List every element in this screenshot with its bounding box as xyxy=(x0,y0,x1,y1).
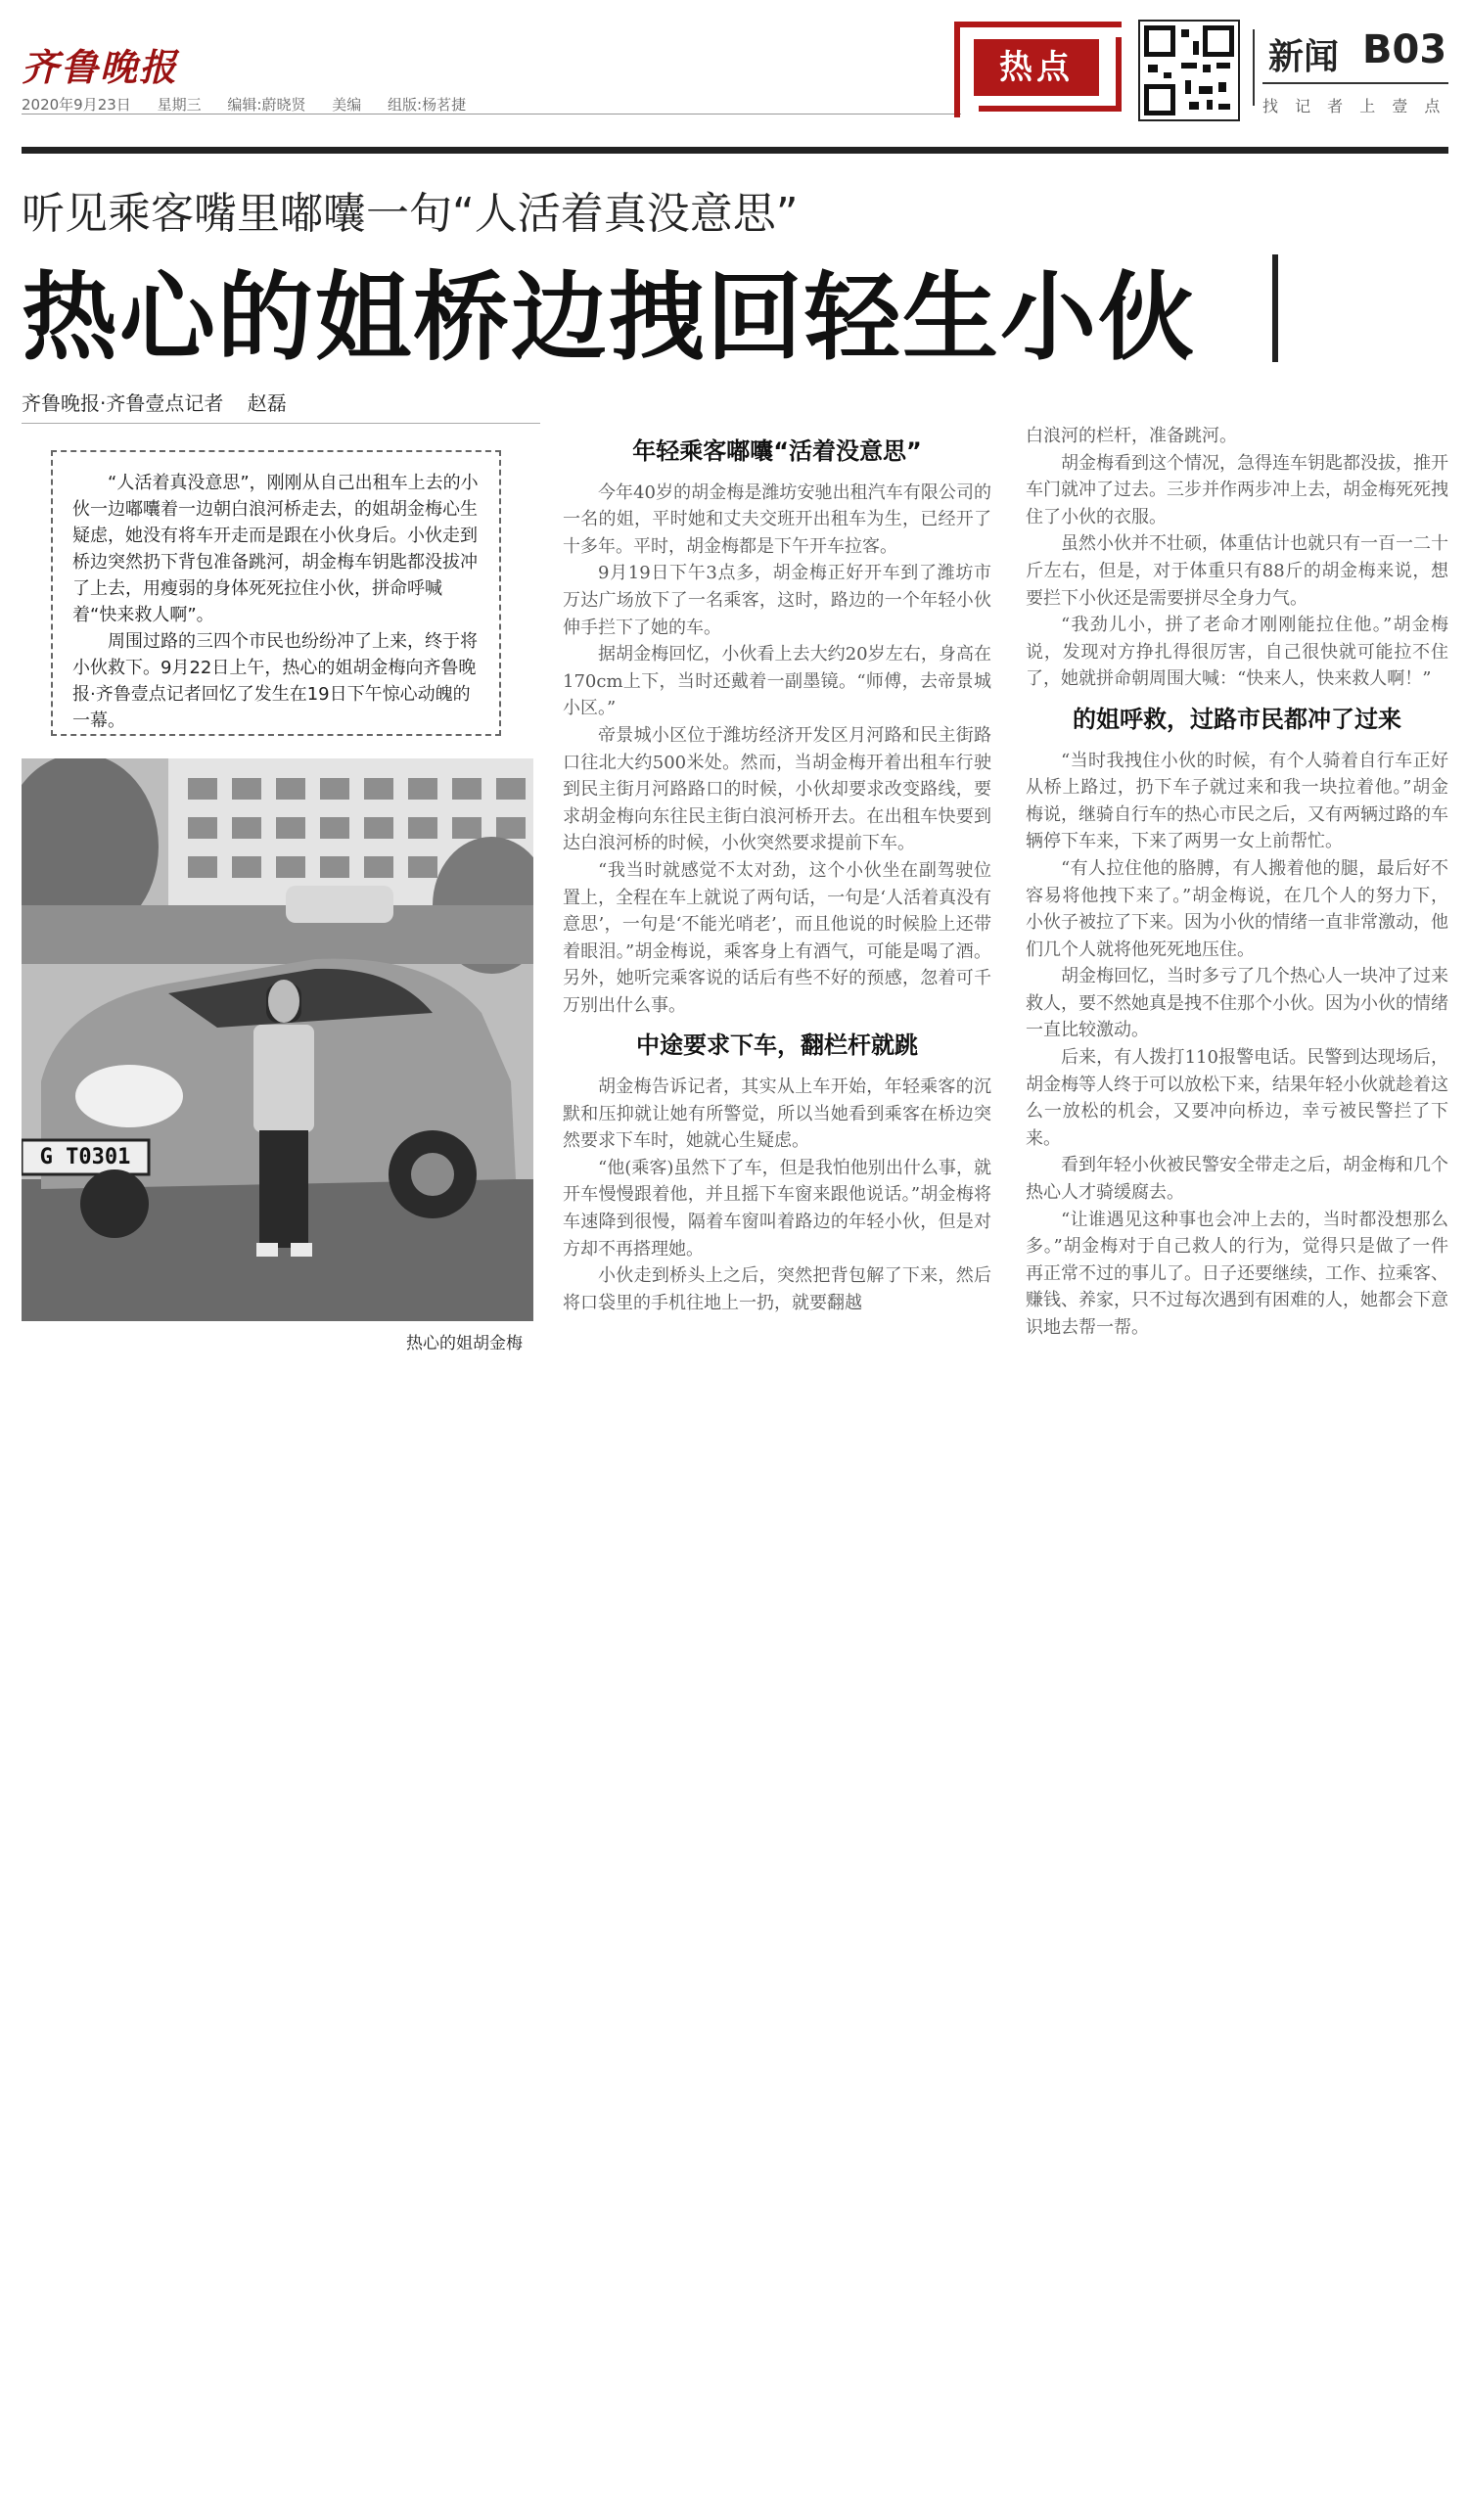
body-paragraph: 9月19日下午3点多，胡金梅正好开车到了潍坊市万达广场放下了一名乘客，这时，路边的一个年轻小伙伸手拦下了她的车。 xyxy=(563,563,991,638)
article-column-2 xyxy=(1026,423,1448,1342)
article-photo xyxy=(22,758,533,1321)
issue-date: 2020年9月23日 xyxy=(22,96,131,114)
section-underline xyxy=(1262,82,1448,84)
headline-bar xyxy=(1272,254,1278,362)
byline-divider xyxy=(22,423,540,424)
body-paragraph: “有人拉住他的胳膊，有人搬着他的腿，最后好不容易将他拽下来了。”胡金梅说，在几个人的努力下，小伙子被拉了下来。因为小伙的情绪一直非常激动，他们几个人就将他死死地压住。 xyxy=(1026,857,1448,960)
license-plate: G T0301 xyxy=(39,1145,131,1169)
body-paragraph: 白浪河的栏杆，准备跳河。 xyxy=(1026,426,1237,446)
masthead-rule xyxy=(22,147,1448,154)
body-paragraph: 今年40岁的胡金梅是潍坊安驰出租汽车有限公司的一名的姐，平时她和丈夫交班开出租车为生，已经开了十多年。平时，胡金梅都是下午开车拉客。 xyxy=(563,481,991,557)
layout-credit: 组版:杨茗捷 xyxy=(388,96,467,114)
issue-meta xyxy=(22,94,487,115)
page-number: B03 xyxy=(1362,27,1447,72)
art-credit: 美编 xyxy=(332,96,362,114)
body-paragraph: “他(乘客)虽然下了车，但是我怕他别出什么事，就开车慢慢跟着他，并且摇下车窗来跟他说话。”胡金梅将车速降到很慢，隔着车窗叫着路边的年轻小伙，但是对方却不再搭理她。 xyxy=(563,1157,991,1260)
lead-box xyxy=(51,450,501,736)
body-paragraph: 后来，有人拨打110报警电话。民警到达现场后，胡金梅等人终于可以放松下来，结果年轻小伙就趁着这么一放松的机会，又要冲向桥边，幸亏被民警拦了下来。 xyxy=(1026,1047,1448,1149)
article-headline: 热心的姐桥边拽回轻生小伙 xyxy=(22,262,1197,374)
newspaper-logo: 齐鲁晚报 xyxy=(22,45,179,89)
body-paragraph: “我劲儿小，拼了老命才刚刚能拉住他。”胡金梅说，发现对方挣扎得很厉害，自己很快就可能拉不住了，她就拼命朝周围大喊：“快来人，快来救人啊！” xyxy=(1026,615,1448,690)
issue-weekday: 星期三 xyxy=(157,96,202,114)
body-paragraph: “我当时就感觉不太对劲，这个小伙坐在副驾驶位置上，全程在车上就说了两句话，一句是‘人活着真没有意思’，一句是‘不能光哨老’，而且他说的时候脸上还带着眼泪。”胡金梅说，乘客身上有酒气，可能是喝了酒。另外，她听完乘客说的话后有些不好的预感，忽着可千万别出什么事。 xyxy=(563,859,991,1016)
header-divider xyxy=(22,114,961,115)
subheading: 的姐呼救，过路市民都冲了过来 xyxy=(1073,705,1401,733)
article-kicker: 听见乘客嘴里嘟囔一句“人活着真没意思” xyxy=(22,189,799,239)
article-column-1 xyxy=(563,438,991,1316)
body-paragraph: 据胡金梅回忆，小伙看上去大约20岁左右，身高在170cm上下，当时还戴着一副墨镜。“师傅，去帝景城小区。” xyxy=(563,644,991,719)
body-paragraph: “当时我拽住小伙的时候，有个人骑着自行车正好从桥上路过，扔下车子就过来和我一块拉着他。”胡金梅说，继骑自行车的热心市民之后，又有两辆过路的车辆停下车来，下来了两男一女上前帮忙。 xyxy=(1026,750,1448,852)
section-divider xyxy=(1253,29,1255,106)
byline-source: 齐鲁晚报·齐鲁壹点记者 xyxy=(22,391,224,415)
body-paragraph: 看到年轻小伙被民警安全带走之后，胡金梅和几个热心人才骑缓腐去。 xyxy=(1026,1155,1448,1204)
photo-caption: 热心的姐胡金梅 xyxy=(406,1334,523,1353)
byline-author: 赵磊 xyxy=(247,391,287,415)
lead-paragraph: 周围过路的三四个市民也纷纷冲了上来，终于将小伙救下。9月22日上午，热心的姐胡金梅向齐鲁晚报·齐鲁壹点记者回忆了发生在19日下午惊心动魄的一幕。 xyxy=(72,631,478,731)
body-paragraph: 帝景城小区位于潍坊经济开发区月河路和民主街路口往北大约500米处。然而，当胡金梅开着出租车行驶到民主街月河路路口的时候，小伙却要求改变路线，要求胡金梅向东往民主街白浪河桥开去。在出租车快要到达白浪河桥的时候，小伙突然要求提前下车。 xyxy=(563,724,991,854)
section-slogan: 找 记 者 上 壹 点 xyxy=(1262,97,1445,115)
body-paragraph: 胡金梅回忆，当时多亏了几个热心人一块冲了过来救人，要不然她真是拽不住那个小伙。因为小伙的情绪一直比较激动。 xyxy=(1026,966,1448,1041)
hot-tag: 热点 xyxy=(974,39,1099,96)
editor-credit: 编辑:蔚晓贤 xyxy=(227,96,306,114)
body-paragraph: 胡金梅看到这个情况，急得连车钥匙都没拔，推开车门就冲了过去。三步并作两步冲上去，胡金梅死死拽住了小伙的衣服。 xyxy=(1026,452,1448,527)
body-paragraph: 胡金梅告诉记者，其实从上车开始，年轻乘客的沉默和压抑就让她有所警觉，所以当她看到乘客在桥边突然要求下车时，她就心生疑虑。 xyxy=(563,1077,991,1152)
lead-paragraph: “人活着真没意思”，刚刚从自己出租车上去的小伙一边嘟囔着一边朝白浪河桥走去，的姐胡金梅心生疑虑，她没有将车开走而是跟在小伙身后。小伙走到桥边突然扔下背包准备跳河，胡金梅车钥匙都没拔冲了上去，用瘦弱的身体死死拉住小伙，拼命呼喊着“快来救人啊”。 xyxy=(72,473,479,625)
body-paragraph: 小伙走到桥头上之后，突然把背包解了下来，然后将口袋里的手机往地上一扔，就要翻越 xyxy=(563,1265,991,1313)
section-name: 新闻 xyxy=(1268,37,1340,77)
subheading: 中途要求下车，翻栏杆就跳 xyxy=(636,1031,918,1060)
subheading: 年轻乘客嘟囔“活着没意思” xyxy=(632,437,922,465)
taxi-photo-illustration xyxy=(22,758,533,1321)
qr-code-icon xyxy=(1138,20,1240,121)
body-paragraph: “让谁遇见这种事也会冲上去的，当时都没想那么多。”胡金梅对于自己救人的行为，觉得只是做了一件再正常不过的事儿了。日子还要继续，工作、拉乘客、赚钱、养家，只不过每次遇到有困难的人，她都会下意识地去帮一帮。 xyxy=(1026,1209,1448,1338)
byline xyxy=(22,388,304,416)
body-paragraph: 虽然小伙并不壮硕，体重估计也就只有一百一二十斤左右，但是，对于体重只有88斤的胡金梅来说，想要拦下小伙还是需要拼尽全身力气。 xyxy=(1026,533,1448,609)
